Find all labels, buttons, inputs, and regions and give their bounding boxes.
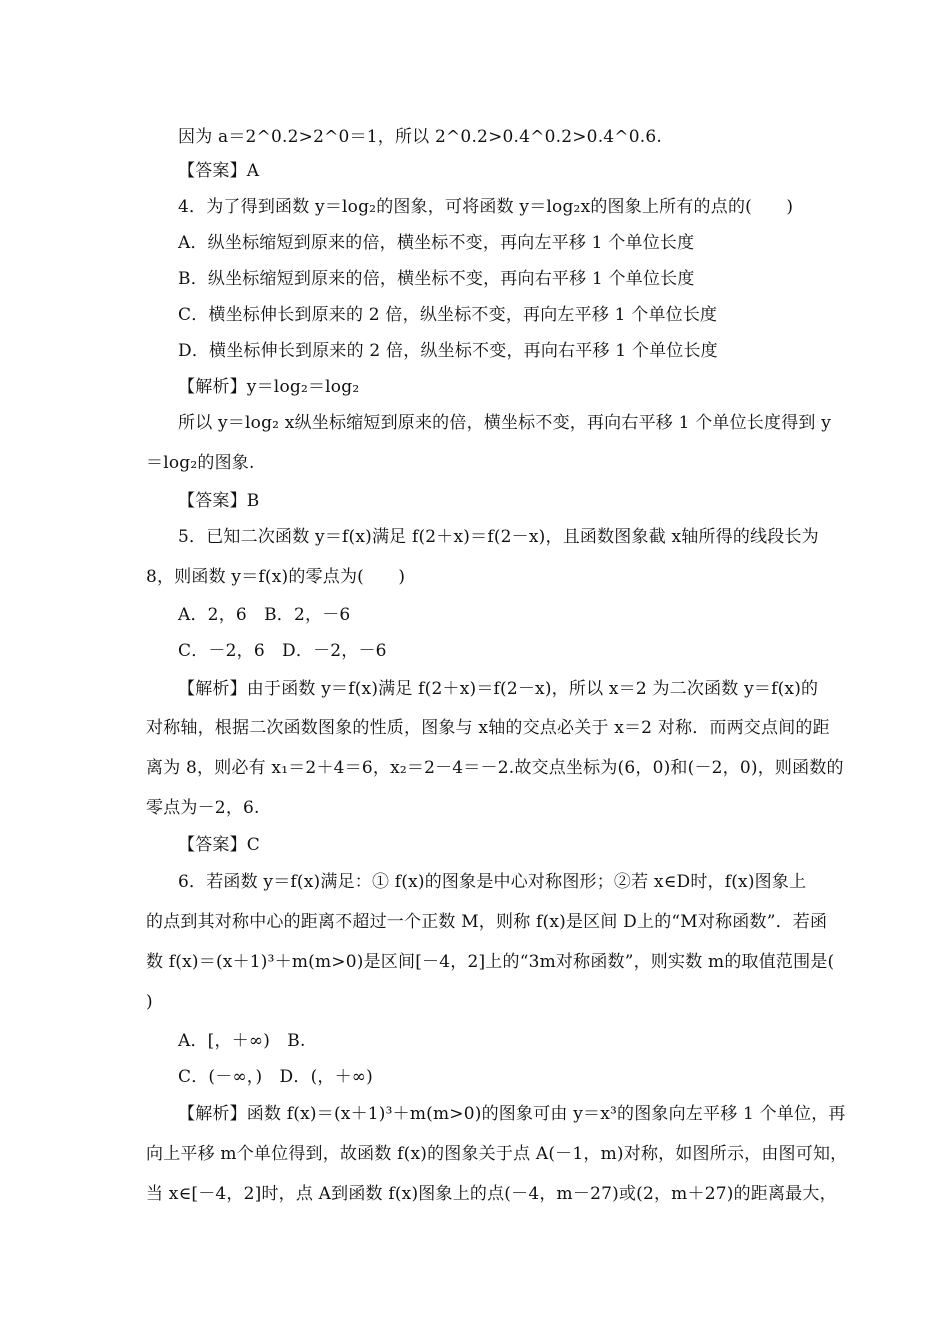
text-line: 所以 y＝log₂ x纵坐标缩短到原来的倍，横坐标不变，再向右平移 1 个单位长度得到 y bbox=[178, 413, 831, 433]
analysis-line: 【解析】由于函数 y＝f(x)满足 f(2＋x)＝f(2－x)，所以 x＝2 为二次函数 y＝f(x)的 bbox=[178, 679, 819, 699]
answer-line: 【答案】A bbox=[178, 161, 260, 181]
answer-line: 【答案】C bbox=[178, 835, 261, 855]
text-line: 数 f(x)＝(x＋1)³＋m(m>0)是区间[－4，2]上的“3m对称函数”，则实数 m的取值范围是( bbox=[146, 952, 835, 972]
text-line: ＝log₂的图象. bbox=[146, 453, 255, 473]
question-6: 6．若函数 y＝f(x)满足：① f(x)的图象是中心对称图形；②若 x∈D时，f(x)图象上 bbox=[178, 872, 807, 892]
text-line: 8，则函数 y＝f(x)的零点为( ) bbox=[146, 567, 406, 587]
text-line: 的点到其对称中心的距离不超过一个正数 M，则称 f(x)是区间 D上的“M对称函数”．若函 bbox=[146, 912, 828, 932]
question-5: 5．已知二次函数 y＝f(x)满足 f(2＋x)＝f(2－x)，且函数图象截 x轴所得的线段长为 bbox=[178, 527, 819, 547]
option-cd: C．－2，6 D．－2，－6 bbox=[178, 641, 387, 661]
text-line: ) bbox=[146, 992, 153, 1012]
text-line: 对称轴，根据二次函数图象的性质，图象与 x轴的交点必关于 x＝2 对称．而两交点间的距 bbox=[146, 718, 830, 738]
analysis-line: 【解析】y＝log₂＝log₂ bbox=[178, 377, 360, 397]
text-line: 离为 8，则必有 x₁＝2＋4＝6，x₂＝2－4＝－2.故交点坐标为(6，0)和(－2，0)，则函数的 bbox=[146, 758, 844, 778]
option-ab: A．[，＋∞) B. bbox=[178, 1031, 306, 1051]
option-ab: A．2，6 B．2，－6 bbox=[178, 605, 351, 625]
question-4: 4．为了得到函数 y＝log₂的图象，可将函数 y＝log₂x的图象上所有的点的( ) bbox=[178, 197, 794, 217]
option-c: C．横坐标伸长到原来的 2 倍，纵坐标不变，再向左平移 1 个单位长度 bbox=[178, 305, 718, 325]
text-line: 向上平移 m个单位得到，故函数 f(x)的图象关于点 A(－1，m)对称，如图所示，由图可知， bbox=[146, 1144, 848, 1164]
option-d: D．横坐标伸长到原来的 2 倍，纵坐标不变，再向右平移 1 个单位长度 bbox=[178, 341, 718, 361]
text-line: 因为 a＝2^0.2>2^0＝1，所以 2^0.2>0.4^0.2>0.4^0.6. bbox=[178, 127, 662, 147]
option-cd: C．(－∞，) D．(，＋∞) bbox=[178, 1067, 373, 1087]
analysis-line: 【解析】函数 f(x)＝(x＋1)³＋m(m>0)的图象可由 y＝x³的图象向左平移 1 个单位，再 bbox=[178, 1104, 846, 1124]
answer-line: 【答案】B bbox=[178, 491, 260, 511]
text-line: 当 x∈[－4，2]时，点 A到函数 f(x)图象上的点(－4，m－27)或(2，m＋27)的距离最大， bbox=[146, 1184, 837, 1204]
option-b: B．纵坐标缩短到原来的倍，横坐标不变，再向右平移 1 个单位长度 bbox=[178, 269, 695, 289]
option-a: A．纵坐标缩短到原来的倍，横坐标不变，再向左平移 1 个单位长度 bbox=[178, 233, 695, 253]
text-line: 零点为－2，6. bbox=[146, 798, 260, 818]
